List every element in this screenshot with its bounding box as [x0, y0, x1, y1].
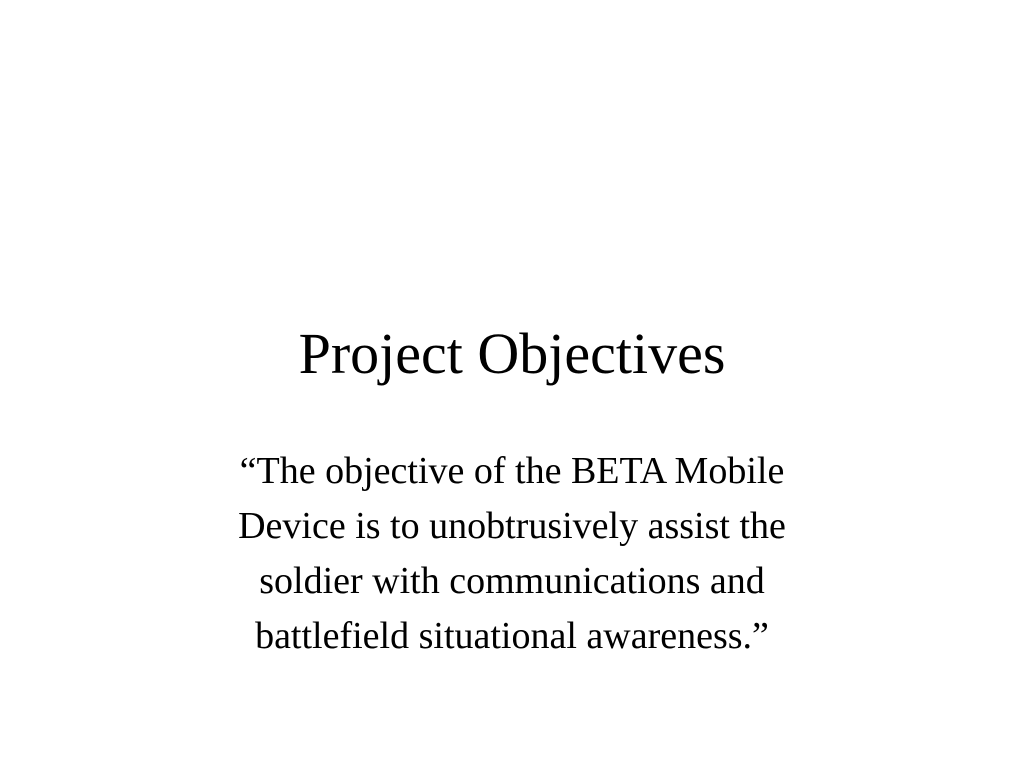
quote-line: soldier with communications and: [259, 560, 765, 602]
quote-line: Device is to unobtrusively assist the: [238, 505, 786, 547]
quote-line: “The objective of the BETA Mobile: [239, 450, 785, 492]
objective-quote: [160, 444, 864, 664]
quote-line: battlefield situational awareness.”: [255, 615, 769, 657]
slide-title: Project Objectives: [298, 321, 726, 386]
